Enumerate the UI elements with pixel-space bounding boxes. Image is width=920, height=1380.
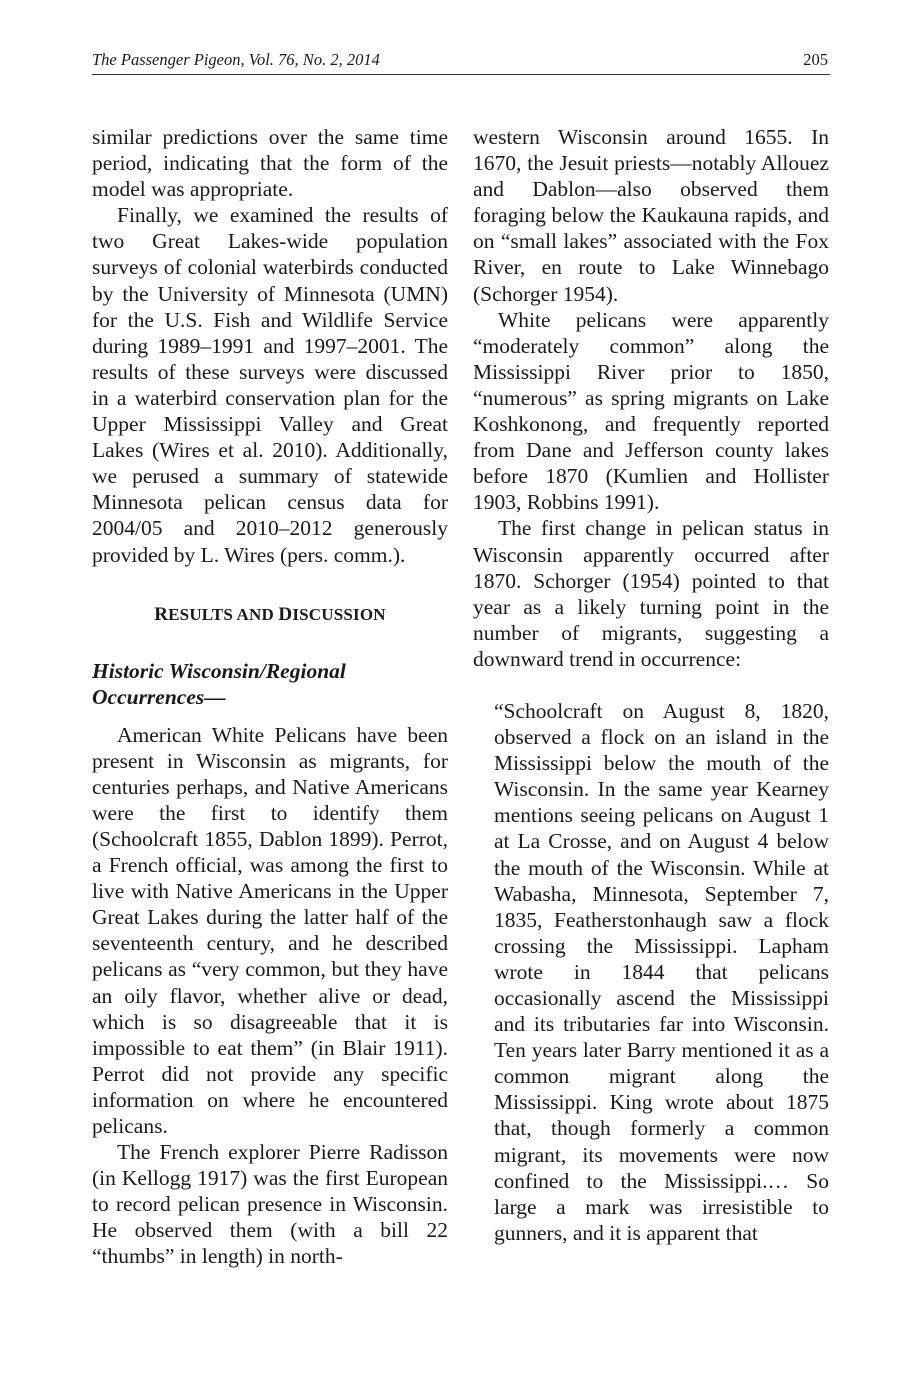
paragraph: Finally, we examined the results of two Great Lakes-wide population surveys of colonial waterbirds conducted by the University of Minnesota (UMN) for the U.S. Fish and Wildlife Service during 1989–1991 and 1997–2001. The results of these surveys were discussed in a waterbird conservation plan for the Upper Mississippi Valley and Great Lakes (Wires et al. 2010). Additionally, we perused a summary of statewide Minnesota pelican census data for 2004/05 and 2010–2012 generously provided by L. Wires (pers. comm.). [92,203,448,567]
page-number: 205 [803,50,828,69]
journal-citation: The Passenger Pigeon, Vol. 76, No. 2, 2014 [92,50,380,69]
paragraph: western Wisconsin around 1655. In 1670, the Jesuit priests—notably Allouez and Dablon—also observed them foraging below the Kaukauna rapids, and on “small lakes” associated with the Fox River, en route to Lake Winnebago (Schorger 1954). [473,125,829,306]
subsection-heading: Historic Wisconsin/Regional Occurrences— [92,658,346,709]
paragraph: similar predictions over the same time period, indicating that the form of the model was appropriate. [92,125,448,202]
paragraph: The first change in pelican status in Wisconsin apparently occurred after 1870. Schorger (1954) pointed to that year as a likely turning point in the number of migrants, suggesting a downward trend in occurrence: [473,516,829,671]
paragraph: American White Pelicans have been present in Wisconsin as migrants, for centuries perhaps, and Native Americans were the first to identify them (Schoolcraft 1855, Dablon 1899). Perrot, a French official, was among the first to live with Native Americans in the Upper Great Lakes during the latter half of the seventeenth century, and he described pelicans as “very common, but they have an oily flavor, whether alive or dead, which is so disagreeable that it is impossible to eat them” (in Blair 1911). Perrot did not provide any specific information on where he encountered pelicans. [92,722,448,1138]
paragraph: White pelicans were apparently “moderately common” along the Mississippi River prior to 1850, “numerous” as spring migrants on Lake Koshkonong, and frequently reported from Dane and Jefferson county lakes before 1870 (Kumlien and Hollister 1903, Robbins 1991). [473,307,829,515]
paragraph: The French explorer Pierre Radisson (in Kellogg 1917) was the first European to record pelican presence in Wisconsin. He observed them (with a bill 22 “thumbs” in length) in north- [92,1140,448,1269]
running-head [92,48,830,75]
block-quote: “Schoolcraft on August 8, 1820, observed a flock on an island in the Mississippi below the mouth of the Wisconsin. In the same year Kearney mentions seeing pelicans on August 1 at La Crosse, and on August 4 below the mouth of the Wisconsin. While at Wabasha, Minnesota, September 7, 1835, Featherstonhaugh saw a flock crossing the Mississippi. Lapham wrote in 1844 that pelicans occasionally ascend the Mississippi and its tributaries far into Wisconsin. Ten years later Barry mentioned it as a common migrant along the Mississippi. King wrote about 1875 that, though formerly a common migrant, its movements were now confined to the Mississippi.… So large a mark was irresistible to gunners, and it is apparent that [494,698,829,1245]
right-column [473,124,829,1246]
section-heading: RESULTS AND DISCUSSION [154,603,386,625]
left-column [92,124,448,1270]
